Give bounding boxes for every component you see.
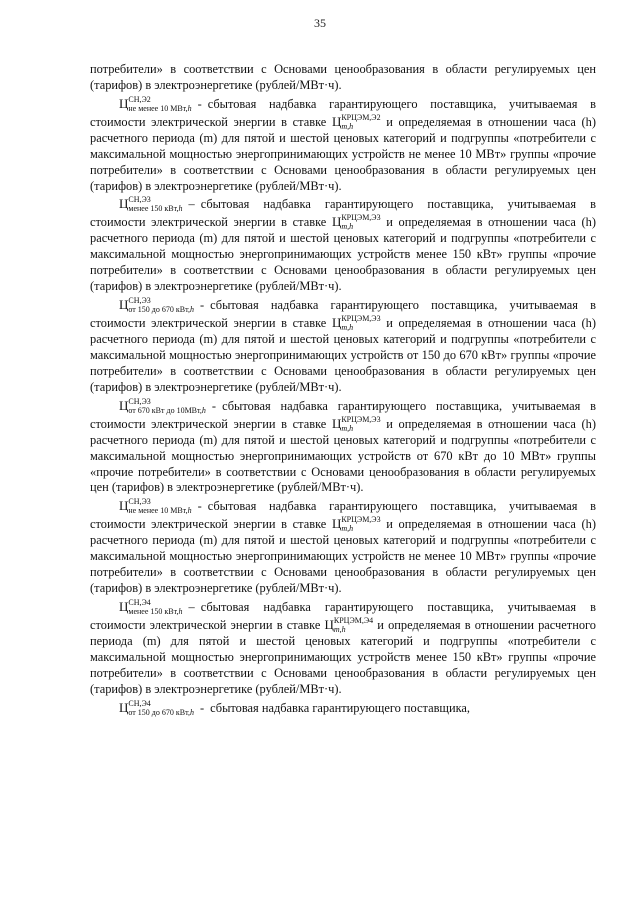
definition-rest: и определяемая в отношении часа (h) расчетного периода (m) для пятой и шестой ценовых категорий и подгруппы «потребители с максимальной мощностью энергопринимающих устройств не менее 10 МВт» группы «прочие потребители» в соответствии с Основами ценообразования в области регулируемых цен (тарифов) в электроэнергетике (рублей/МВт·ч). xyxy=(90,517,596,596)
definition-paragraph xyxy=(90,296,596,396)
definition-paragraph xyxy=(90,397,596,497)
rate-subscript: m,h xyxy=(341,423,354,433)
rate-superscript: КРЦЭМ,Э3 xyxy=(341,515,381,525)
tariff-symbol xyxy=(119,94,192,113)
rate-indices xyxy=(341,213,380,231)
definition-paragraph xyxy=(90,195,596,295)
symbol-subscript xyxy=(128,406,206,415)
rate-symbol xyxy=(331,414,381,433)
tariff-symbol xyxy=(119,396,206,415)
symbol-subscript xyxy=(128,607,182,616)
rate-superscript: КРЦЭМ,Э3 xyxy=(341,414,381,424)
definition-text: сбытовая надбавка гарантирующего поставщика, учитываемая в стоимости электрической энергии в ставке xyxy=(90,499,596,532)
tariff-symbol xyxy=(119,296,194,315)
rate-symbol xyxy=(331,213,381,232)
definition-rest: и определяемая в отношении часа (h) расчетного периода (m) для пятой и шестой ценовых категорий и подгруппы «потребители с максимальной мощностью энергопринимающих устройств менее 150 кВт» группы «прочие потребители» в соответствии с Основами ценообразования в области регулируемых цен (тарифов) в электроэнергетике (рублей/МВт·ч). xyxy=(90,215,596,294)
symbol-superscript: СН,Э3 xyxy=(128,497,151,507)
definition-dash: – xyxy=(188,197,195,212)
symbol-letter: Ц xyxy=(119,297,129,313)
symbol-subscript xyxy=(128,506,191,515)
definition-paragraph xyxy=(90,699,596,717)
subscript-h: h xyxy=(201,405,206,415)
symbol-subscript xyxy=(128,204,182,213)
rate-subscript: m,h xyxy=(341,121,354,131)
symbol-letter: Ц xyxy=(119,196,129,212)
tariff-symbol xyxy=(119,597,183,616)
rate-symbol xyxy=(324,615,374,634)
subscript-text: не менее 10 МВт, xyxy=(128,103,188,113)
rate-superscript: КРЦЭМ,Э3 xyxy=(341,314,381,324)
subscript-h: h xyxy=(189,305,194,315)
rate-subscript: m,h xyxy=(341,222,354,232)
symbol-letter: Ц xyxy=(119,498,129,514)
page-body xyxy=(90,62,596,718)
symbol-letter: Ц xyxy=(119,95,129,111)
rate-letter: Ц xyxy=(331,315,342,331)
subscript-text: от 150 до 670 кВт, xyxy=(128,305,190,315)
symbol-indices xyxy=(128,397,206,415)
definitions-list xyxy=(90,95,596,717)
symbol-superscript: СН,Э2 xyxy=(128,94,151,104)
definition-text: сбытовая надбавка гарантирующего поставщика, учитываемая в стоимости электрической энергии в ставке xyxy=(90,96,596,129)
rate-symbol xyxy=(331,314,381,333)
symbol-subscript xyxy=(128,708,194,717)
subscript-h: h xyxy=(187,103,192,113)
symbol-indices xyxy=(128,497,191,515)
subscript-h: h xyxy=(178,204,183,214)
definition-paragraph xyxy=(90,95,596,195)
definition-text: сбытовая надбавка гарантирующего поставщика, учитываемая в стоимости электрической энергии в ставке xyxy=(90,197,596,230)
rate-letter: Ц xyxy=(331,516,342,532)
definition-text: сбытовая надбавка гарантирующего поставщика, учитываемая в стоимости электрической энергии в ставке xyxy=(90,599,596,632)
rate-letter: Ц xyxy=(331,113,342,129)
definition-dash: - xyxy=(197,96,202,111)
rate-symbol xyxy=(331,515,381,534)
intro-paragraph: потребители» в соответствии с Основами ценообразования в области регулируемых цен (тарифов) в электроэнергетике (рублей/МВт·ч). xyxy=(90,62,596,92)
subscript-text: от 150 до 670 кВт, xyxy=(128,707,190,717)
definition-dash: - xyxy=(197,499,202,514)
symbol-letter: Ц xyxy=(119,699,129,715)
symbol-indices xyxy=(128,296,194,314)
definition-dash: - xyxy=(199,700,205,715)
subscript-h: h xyxy=(178,606,183,616)
rate-superscript: КРЦЭМ,Э3 xyxy=(341,213,381,223)
rate-indices xyxy=(341,515,380,533)
rate-letter: Ц xyxy=(324,616,334,632)
symbol-subscript xyxy=(128,104,191,113)
definition-dash: - xyxy=(211,398,217,413)
rate-indices xyxy=(334,616,373,634)
subscript-text: менее 150 кВт, xyxy=(128,204,179,214)
symbol-letter: Ц xyxy=(119,598,129,614)
subscript-text: от 670 кВт до 10МВт, xyxy=(128,405,202,415)
rate-indices xyxy=(341,113,380,131)
symbol-superscript: СН,Э4 xyxy=(128,597,151,607)
subscript-text: не менее 10 МВт, xyxy=(128,506,188,516)
rate-subscript: m,h xyxy=(341,323,354,333)
symbol-indices xyxy=(128,699,194,717)
rate-superscript: КРЦЭМ,Э4 xyxy=(333,615,374,625)
definition-rest: и определяемая в отношении расчетного периода (m) для пятой и шестой ценовых категорий и подгруппы «потребители с максимальной мощностью энергопринимающих устройств менее 150 кВт» группы «прочие потребители» в соответствии с Основами ценообразования в области регулируемых цен (тарифов) в электроэнергетике (рублей/МВт·ч). xyxy=(90,617,596,696)
definition-text: сбытовая надбавка гарантирующего поставщика, xyxy=(210,700,471,715)
subscript-h: h xyxy=(189,707,194,717)
symbol-superscript: СН,Э3 xyxy=(128,195,151,205)
rate-superscript: КРЦЭМ,Э2 xyxy=(341,112,381,122)
symbol-letter: Ц xyxy=(119,397,129,413)
rate-symbol xyxy=(331,112,381,131)
symbol-superscript: СН,Э3 xyxy=(128,396,151,406)
tariff-symbol xyxy=(119,195,183,214)
tariff-symbol xyxy=(119,698,194,717)
definition-dash: - xyxy=(199,298,205,313)
rate-subscript: m,h xyxy=(333,624,346,634)
symbol-indices xyxy=(128,195,182,213)
subscript-h: h xyxy=(187,506,192,516)
rate-indices xyxy=(341,314,380,332)
rate-letter: Ц xyxy=(331,415,342,431)
definition-paragraph xyxy=(90,497,596,597)
definition-rest: и определяемая в отношении часа (h) расчетного периода (m) для пятой и шестой ценовых категорий и подгруппы «потребители с максимальной мощностью энергопринимающих устройств от 670 кВт до 10 МВт» группы «прочие потребители» в соответствии с Основами ценообразования в области регулируемых цен (тарифов) в электроэнергетике (рублей/МВт·ч). xyxy=(90,416,596,495)
page-number: 35 xyxy=(314,16,326,30)
subscript-text: менее 150 кВт, xyxy=(128,606,179,616)
symbol-subscript xyxy=(128,305,194,314)
symbol-indices xyxy=(128,598,182,616)
definition-dash: – xyxy=(188,599,195,614)
rate-indices xyxy=(341,415,380,433)
definition-paragraph xyxy=(90,598,596,698)
symbol-indices xyxy=(128,95,191,113)
symbol-superscript: СН,Э3 xyxy=(128,296,151,306)
tariff-symbol xyxy=(119,497,192,516)
definition-rest: и определяемая в отношении часа (h) расчетного периода (m) для пятой и шестой ценовых категорий и подгруппы «потребители с максимальной мощностью энергопринимающих устройств от 150 до 670 кВт» группы «прочие потребители» в соответствии с Основами ценообразования в области регулируемых цен (тарифов) в электроэнергетике (рублей/МВт·ч). xyxy=(90,316,596,394)
rate-letter: Ц xyxy=(331,214,342,230)
definition-text: сбытовая надбавка гарантирующего поставщика, учитываемая в стоимости электрической энергии в ставке xyxy=(90,298,596,331)
definition-text: сбытовая надбавка гарантирующего поставщика, учитываемая в стоимости электрической энергии в ставке xyxy=(90,398,596,431)
rate-subscript: m,h xyxy=(341,524,354,534)
definition-rest: и определяемая в отношении часа (h) расчетного периода (m) для пятой и шестой ценовых категорий и подгруппы «потребители с максимальной мощностью энергопринимающих устройств не менее 10 МВт» группы «прочие потребители» в соответствии с Основами ценообразования в области регулируемых цен (тарифов) в электроэнергетике (рублей/МВт·ч). xyxy=(90,114,596,193)
symbol-superscript: СН,Э4 xyxy=(128,698,151,708)
